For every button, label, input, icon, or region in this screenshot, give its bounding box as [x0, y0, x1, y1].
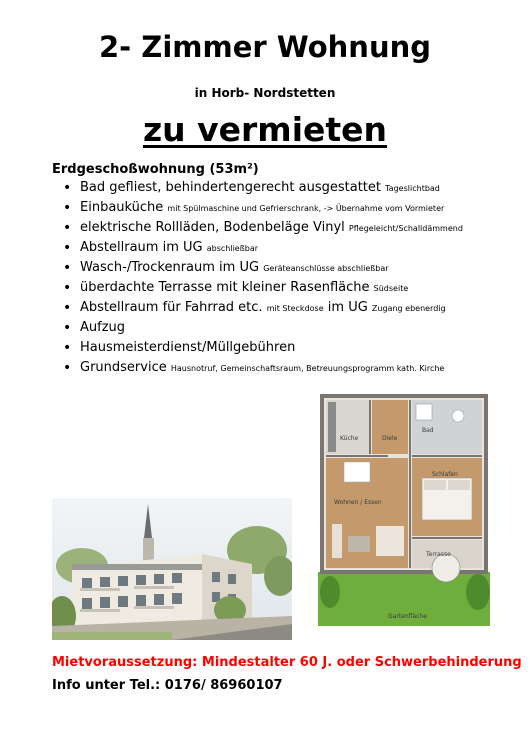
contact-info: Info unter Tel.: 0176/ 86960107	[52, 678, 283, 693]
building-rendering	[52, 498, 292, 640]
list-item	[52, 178, 522, 198]
list-item	[52, 278, 522, 298]
feature-note: abschließbar	[206, 244, 259, 253]
page-title: 2- Zimmer Wohnung	[99, 30, 431, 64]
feature-main: Einbauküche	[80, 200, 164, 215]
list-item	[52, 238, 522, 258]
feature-main: elektrische Rollläden, Bodenbeläge Vinyl	[80, 220, 345, 235]
feature-note: mit Steckdose	[266, 304, 324, 313]
feature-main: Wasch-/Trockenraum im UG	[80, 260, 260, 275]
feature-note: Geräteanschlüsse abschließbar	[263, 264, 389, 273]
list-item	[52, 258, 522, 278]
room-label-kueche: Küche	[340, 435, 359, 442]
room-label-wohnen: Wohnen / Essen	[334, 499, 382, 506]
list-item	[52, 358, 522, 378]
list-item	[52, 198, 522, 218]
list-item	[52, 218, 522, 238]
section-heading: Erdgeschoßwohnung (53m²)	[52, 162, 259, 177]
feature-main: Grundservice	[80, 360, 167, 375]
rent-headline: zu vermieten	[142, 110, 388, 149]
location-subtitle: in Horb- Nordstetten	[194, 86, 336, 100]
feature-main: Aufzug	[80, 320, 126, 335]
feature-main: im UG	[327, 300, 368, 315]
list-item	[52, 298, 522, 318]
room-label-diele: Diele	[382, 435, 398, 442]
floor-plan	[318, 392, 490, 626]
room-label-terrasse: Terrasse	[426, 551, 451, 558]
feature-note: Zugang ebenerdig	[371, 304, 446, 313]
requirement-text: Mietvoraussetzung: Mindestalter 60 J. oder Schwerbehinderung	[52, 655, 522, 670]
feature-main: Bad gefliest, behindertengerecht ausgestattet	[80, 180, 381, 195]
feature-main: Hausmeisterdienst/Müllgebühren	[80, 340, 296, 355]
room-label-schlafen: Schlafen	[432, 471, 458, 478]
feature-list	[52, 178, 522, 378]
list-item	[52, 318, 522, 338]
feature-note: Pflegeleicht/Schalldämmend	[348, 224, 463, 233]
list-item	[52, 338, 522, 358]
room-label-garten: Gartenfläche	[388, 613, 427, 620]
feature-main: Abstellraum im UG	[80, 240, 203, 255]
feature-note: Tageslichtbad	[385, 184, 440, 193]
feature-note: Südseite	[373, 284, 409, 293]
feature-main: Abstellraum für Fahrrad etc.	[80, 300, 263, 315]
feature-main: überdachte Terrasse mit kleiner Rasenfläche	[80, 280, 370, 295]
feature-note: Hausnotruf, Gemeinschaftsraum, Betreuungsprogramm kath. Kirche	[170, 364, 445, 373]
room-label-bad: Bad	[422, 427, 434, 434]
feature-note: mit Spülmaschine und Gefrierschrank, -> Übernahme vom Vormieter	[167, 204, 445, 213]
